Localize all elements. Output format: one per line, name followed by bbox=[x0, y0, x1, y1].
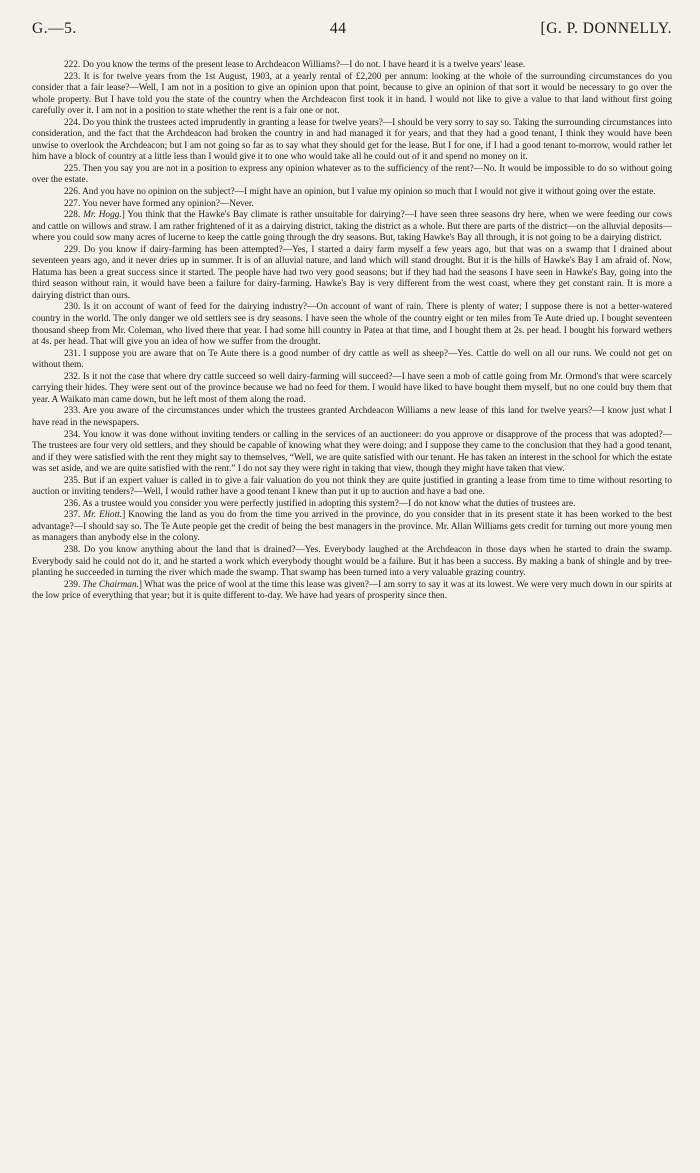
paragraph-222: 222. Do you know the terms of the present lease to Archdeacon Williams?—I do not. I have heard it is a twelve years' lease. bbox=[64, 60, 526, 70]
paragraph-235: 235. But if an expert valuer is called in to give a fair valuation do you not think they are quite justified in granting a lease from time to time without resorting to auction or inviting tenders?—Well, I would rather have a good tenant I knew than put it up to auction and have a bad one. bbox=[32, 475, 672, 498]
paragraph-239: 239. The Chairman.] What was the price of wool at the time this lease was given?—I am sorry to say it was at its lowest. We were very much down in our spirits at the low price of everything that year; but it is quite different to-day. We have had years of prosperity since then. bbox=[32, 579, 672, 602]
paragraph-234: 234. You know it was done without inviting tenders or calling in the services of an auctioneer: do you approve or disapprove of the process that was adopted?—The trustees are four very old settlers, and they should be capable of knowing what they were doing; and I suppose they came to the conclusion that they had a good tenant, and if they were satisfied with the rent they might say to themselves, “Well, we are quite satisfied with our tenant. He has taken an interest in the school for which the estate was set aside, and we are quite satisfied with the rent.” I do not say they were right in taking that view, though they might have taken that view. bbox=[32, 429, 672, 475]
page-header bbox=[32, 20, 672, 56]
document-page bbox=[32, 20, 672, 603]
paragraph-227: 227. You never have formed any opinion?—Never. bbox=[64, 198, 254, 209]
body-text bbox=[32, 60, 672, 603]
speaker-name: The Chairman. bbox=[82, 579, 139, 590]
paragraph-232: 232. Is it not the case that where dry cattle succeed so well dairy-farming will succeed?—I have seen a mob of cattle going from Mr. Ormond's that were scarcely carrying their hides. They were sent out of the province because we had no feed for them. I would have liked to have bought them myself, but no one could buy them that year. A Waikato man came down, but he left most of them along the road. bbox=[32, 371, 672, 405]
paragraph-230: 230. Is it on account of want of feed for the dairying industry?—On account of want of rain. There is plenty of water; I suppose there is not a better-watered country in the world. The only danger we old settlers see is dry seasons. I have seen the whole of the country eight or ten miles from Te Aute dried up. I bought seventeen thousand sheep from Mr. Coleman, who lived there that year. I had some hill country in Patea at that time, and I bought them at 2s. per head. I bought his forward wethers at 4s. per head. That will give you an idea of how we suffer from the drought. bbox=[32, 302, 672, 348]
speaker-name: Mr. Hogg. bbox=[83, 210, 122, 221]
paragraph-229: 229. Do you know if dairy-farming has been attempted?—Yes, I started a dairy farm myself a few years ago, but that was on a swamp that I drained about seventeen years ago, and it never dries up in summer. It is of an alluvial nature, and land which will stand drought. But it is the hills of Hawke's Bay I am afraid of. Now, Hatuma has been a great success since it started. The people have had two very good seasons; but if they had had the seasons I have seen in Hawke's Bay, going into the third season without rain, it would have been a failure for dairy-farming. Hawke's Bay is very different from the west coast, where they get constant rain. It is more a dairying district than ours. bbox=[32, 244, 672, 301]
paragraph-236: 236. As a trustee would you consider you were perfectly justified in adopting this system?—I do not know what the duties of trustees are. bbox=[64, 498, 576, 509]
speaker-name: Mr. Eliott. bbox=[83, 510, 123, 521]
paragraph-225: 225. Then you say you are not in a position to express any opinion whatever as to the sufficiency of the rent?—No. It would be impossible to do so without going over the estate. bbox=[32, 163, 672, 186]
paragraph-224: 224. Do you think the trustees acted imprudently in granting a lease for twelve years?—I should be very sorry to say so. Taking the surrounding circumstances into consideration, and the fact that the Archdeacon had broken the country in and had managed it for years, and that they had a good tenant, I think they would have been unwise to overlook the Archdeacon; but I am not going so far as to say what they should get for the lease. But I for one, if I had a good tenant to-morrow, would rather let him have a block of country at a little less than I would give it to one who would take all he could out of it and spend no money on it. bbox=[32, 117, 672, 163]
paragraph-228: 228. Mr. Hogg.] You think that the Hawke's Bay climate is rather unsuitable for dairying?—I have seen three seasons dry here, when we were feeding our cows and cattle on willows and straw. I am rather frightened of it as a dairying district, taking the district as a whole. But there are parts of the district—on the alluvial deposits—where you could sow many acres of lucerne to keep the cattle going through the dry seasons. But, taking Hawke's Bay all through, it is not going to be a dairying district. bbox=[32, 210, 673, 244]
page-number: 44 bbox=[330, 20, 347, 37]
paragraph-233: 233. Are you aware of the circumstances under which the trustees granted Archdeacon Williams a new lease of this land for twelve years?—I know just what I have read in the newspapers. bbox=[32, 406, 672, 428]
paragraph-238: 238. Do you know anything about the land that is drained?—Yes. Everybody laughed at the Archdeacon in those days when he started to drain the swamp. Everybody said he could not do it, and he started a work which everybody thought would be a failure. But it has been a success. By making a bank of shingle and by tree-planting he succeeded in turning the river which made the swamp. That swamp has been turned into a very valuable grazing country. bbox=[32, 544, 672, 579]
paragraph-226: 226. And you have no opinion on the subject?—I might have an opinion, but I value my opinion so much that I would not give it without going over the estate. bbox=[64, 187, 656, 198]
header-left: G.—5. bbox=[32, 20, 77, 37]
header-right: [G. P. DONNELLY. bbox=[540, 20, 672, 37]
paragraph-237: 237. Mr. Eliott.] Knowing the land as you do from the time you arrived in the province, do you consider that in its present state it has been worked to the best advantage?—I should say so. The Te Aute people get the credit of being the best managers in the province. Mr. Allan Williams gets credit for turning out more young men as managers than anybody else in the colony. bbox=[32, 510, 673, 544]
paragraph-223: 223. It is for twelve years from the 1st August, 1903, at a yearly rental of £2,200 per annum: looking at the whole of the surrounding circumstances do you consider that a fair lease?—Well, I am not in a position to give an opinion upon that point, because to give an opinion of that sort it would be necessary to go over the whole property. But I have told you the state of the country when the Archdeacon first took it in hand. I would not like to give a value to that land without first going carefully over it. I am not in a position to state whether the rent is a fair one or not. bbox=[32, 71, 672, 117]
paragraph-231: 231. I suppose you are aware that on Te Aute there is a good number of dry cattle as well as sheep?—Yes. Cattle do well on all our runs. We could not get on without them. bbox=[32, 348, 672, 371]
